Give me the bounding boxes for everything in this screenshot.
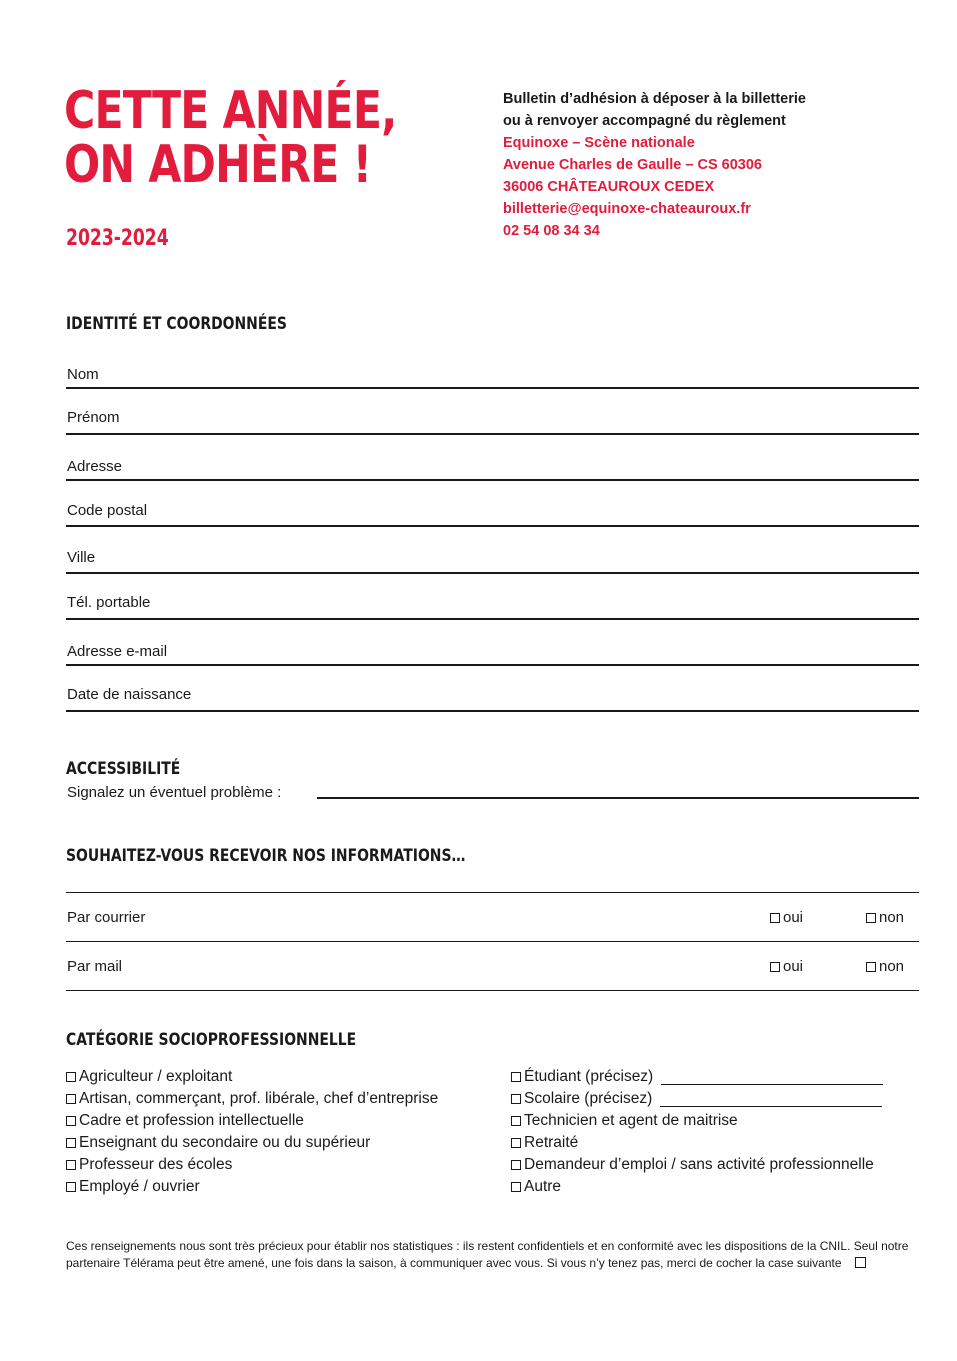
option-label: Demandeur d’emploi / sans activité professionnelle [524, 1156, 874, 1173]
precisez-input[interactable] [660, 1092, 882, 1107]
newsletter-divider-middle [66, 941, 919, 942]
category-option[interactable] [511, 1132, 883, 1154]
privacy-footnote [66, 1238, 922, 1272]
org-city: 36006 CHÂTEAUROUX CEDEX [503, 179, 715, 195]
newsletter-section-title: SOUHAITEZ-VOUS RECEVOIR NOS INFORMATIONS… [66, 846, 466, 866]
category-option[interactable] [511, 1154, 883, 1176]
option-label: Artisan, commerçant, prof. libérale, chef d’entreprise [79, 1090, 439, 1107]
title-line-1: CETTE ANNÉE, [64, 81, 397, 141]
option-label: oui [783, 958, 804, 975]
category-left-column [66, 1066, 438, 1198]
field-tel-label: Tél. portable [67, 594, 151, 611]
category-option[interactable] [511, 1088, 883, 1110]
org-email[interactable]: billetterie@equinoxe-chateauroux.fr [503, 201, 751, 217]
accessibility-section-title: ACCESSIBILITÉ [66, 759, 181, 779]
category-option[interactable] [511, 1176, 883, 1198]
checkbox-icon[interactable] [511, 1116, 521, 1126]
opt-out-checkbox-icon[interactable] [855, 1257, 866, 1268]
checkbox-icon[interactable] [511, 1182, 521, 1192]
info-line-2: ou à renvoyer accompagné du règlement [503, 113, 786, 129]
newsletter-mail-label: Par mail [67, 958, 123, 975]
category-option[interactable] [511, 1066, 883, 1088]
option-label: Technicien et agent de maitrise [524, 1112, 738, 1129]
option-label: non [879, 909, 905, 926]
field-adresse-label: Adresse [67, 458, 123, 475]
category-option[interactable] [66, 1176, 438, 1198]
info-line-1: Bulletin d’adhésion à déposer à la billetterie [503, 91, 806, 107]
field-email-input[interactable] [66, 664, 919, 666]
option-label: non [879, 958, 905, 975]
newsletter-courrier-yes[interactable] [770, 909, 803, 926]
field-prenom-label: Prénom [67, 409, 120, 426]
category-right-column [511, 1066, 883, 1198]
accessibility-input[interactable] [317, 797, 919, 799]
org-phone: 02 54 08 34 34 [503, 223, 600, 239]
checkbox-icon[interactable] [770, 913, 780, 923]
field-code-postal-input[interactable] [66, 525, 919, 527]
field-tel-input[interactable] [66, 618, 919, 620]
option-label: Enseignant du secondaire ou du supérieur [79, 1134, 371, 1151]
checkbox-icon[interactable] [66, 1182, 76, 1192]
category-section-title: CATÉGORIE SOCIOPROFESSIONNELLE [66, 1030, 357, 1050]
category-option[interactable] [66, 1088, 438, 1110]
option-label: Agriculteur / exploitant [79, 1068, 233, 1085]
option-label: Professeur des écoles [79, 1156, 233, 1173]
field-naissance-input[interactable] [66, 710, 919, 712]
field-ville-input[interactable] [66, 572, 919, 574]
org-name: Equinoxe – Scène nationale [503, 135, 695, 151]
option-label: Employé / ouvrier [79, 1178, 200, 1195]
category-option[interactable] [66, 1066, 438, 1088]
checkbox-icon[interactable] [511, 1094, 521, 1104]
checkbox-icon[interactable] [66, 1116, 76, 1126]
checkbox-icon[interactable] [66, 1138, 76, 1148]
category-option[interactable] [66, 1132, 438, 1154]
option-label: Retraité [524, 1134, 579, 1151]
checkbox-icon[interactable] [511, 1160, 521, 1170]
category-option[interactable] [511, 1110, 883, 1132]
checkbox-icon[interactable] [866, 913, 876, 923]
newsletter-divider-top [66, 892, 919, 893]
contact-info [503, 88, 806, 242]
newsletter-courrier-no[interactable] [866, 909, 904, 926]
accessibility-prompt: Signalez un éventuel problème : [67, 784, 282, 801]
checkbox-icon[interactable] [866, 962, 876, 972]
precisez-input[interactable] [661, 1070, 883, 1085]
field-code-postal-label: Code postal [67, 502, 148, 519]
identity-section-title: IDENTITÉ ET COORDONNÉES [66, 314, 287, 334]
title-line-2: ON ADHÈRE ! [64, 135, 372, 195]
option-label: Étudiant (précisez) [524, 1068, 654, 1085]
checkbox-icon[interactable] [66, 1160, 76, 1170]
newsletter-mail-yes[interactable] [770, 958, 803, 975]
field-prenom-input[interactable] [66, 433, 919, 435]
category-option[interactable] [66, 1154, 438, 1176]
page-title [64, 81, 408, 195]
field-nom-label: Nom [67, 366, 99, 383]
checkbox-icon[interactable] [66, 1072, 76, 1082]
checkbox-icon[interactable] [511, 1138, 521, 1148]
category-option[interactable] [66, 1110, 438, 1132]
option-label: Cadre et profession intellectuelle [79, 1112, 304, 1129]
field-email-label: Adresse e-mail [67, 643, 168, 660]
option-label: Scolaire (précisez) [524, 1090, 653, 1107]
checkbox-icon[interactable] [66, 1094, 76, 1104]
checkbox-icon[interactable] [770, 962, 780, 972]
org-address: Avenue Charles de Gaulle – CS 60306 [503, 157, 762, 173]
field-naissance-label: Date de naissance [67, 686, 192, 703]
field-adresse-input[interactable] [66, 479, 919, 481]
newsletter-mail-no[interactable] [866, 958, 904, 975]
option-label: Autre [524, 1178, 562, 1195]
footnote-text: Ces renseignements nous sont très précieux pour établir nos statistiques : ils restent confidentiels et en conformité avec les dispositions de la CNIL. Seul notre partenaire Télérama peut être amené, une fois dans la saison, à communiquer avec vous. Si vous n’y tenez pas, merci de cocher la case suivante [66, 1239, 909, 1270]
newsletter-courrier-label: Par courrier [67, 909, 146, 926]
field-ville-label: Ville [67, 549, 96, 566]
field-nom-input[interactable] [66, 387, 919, 389]
checkbox-icon[interactable] [511, 1072, 521, 1082]
season-year: 2023-2024 [66, 226, 169, 251]
option-label: oui [783, 909, 804, 926]
newsletter-divider-bottom [66, 990, 919, 991]
